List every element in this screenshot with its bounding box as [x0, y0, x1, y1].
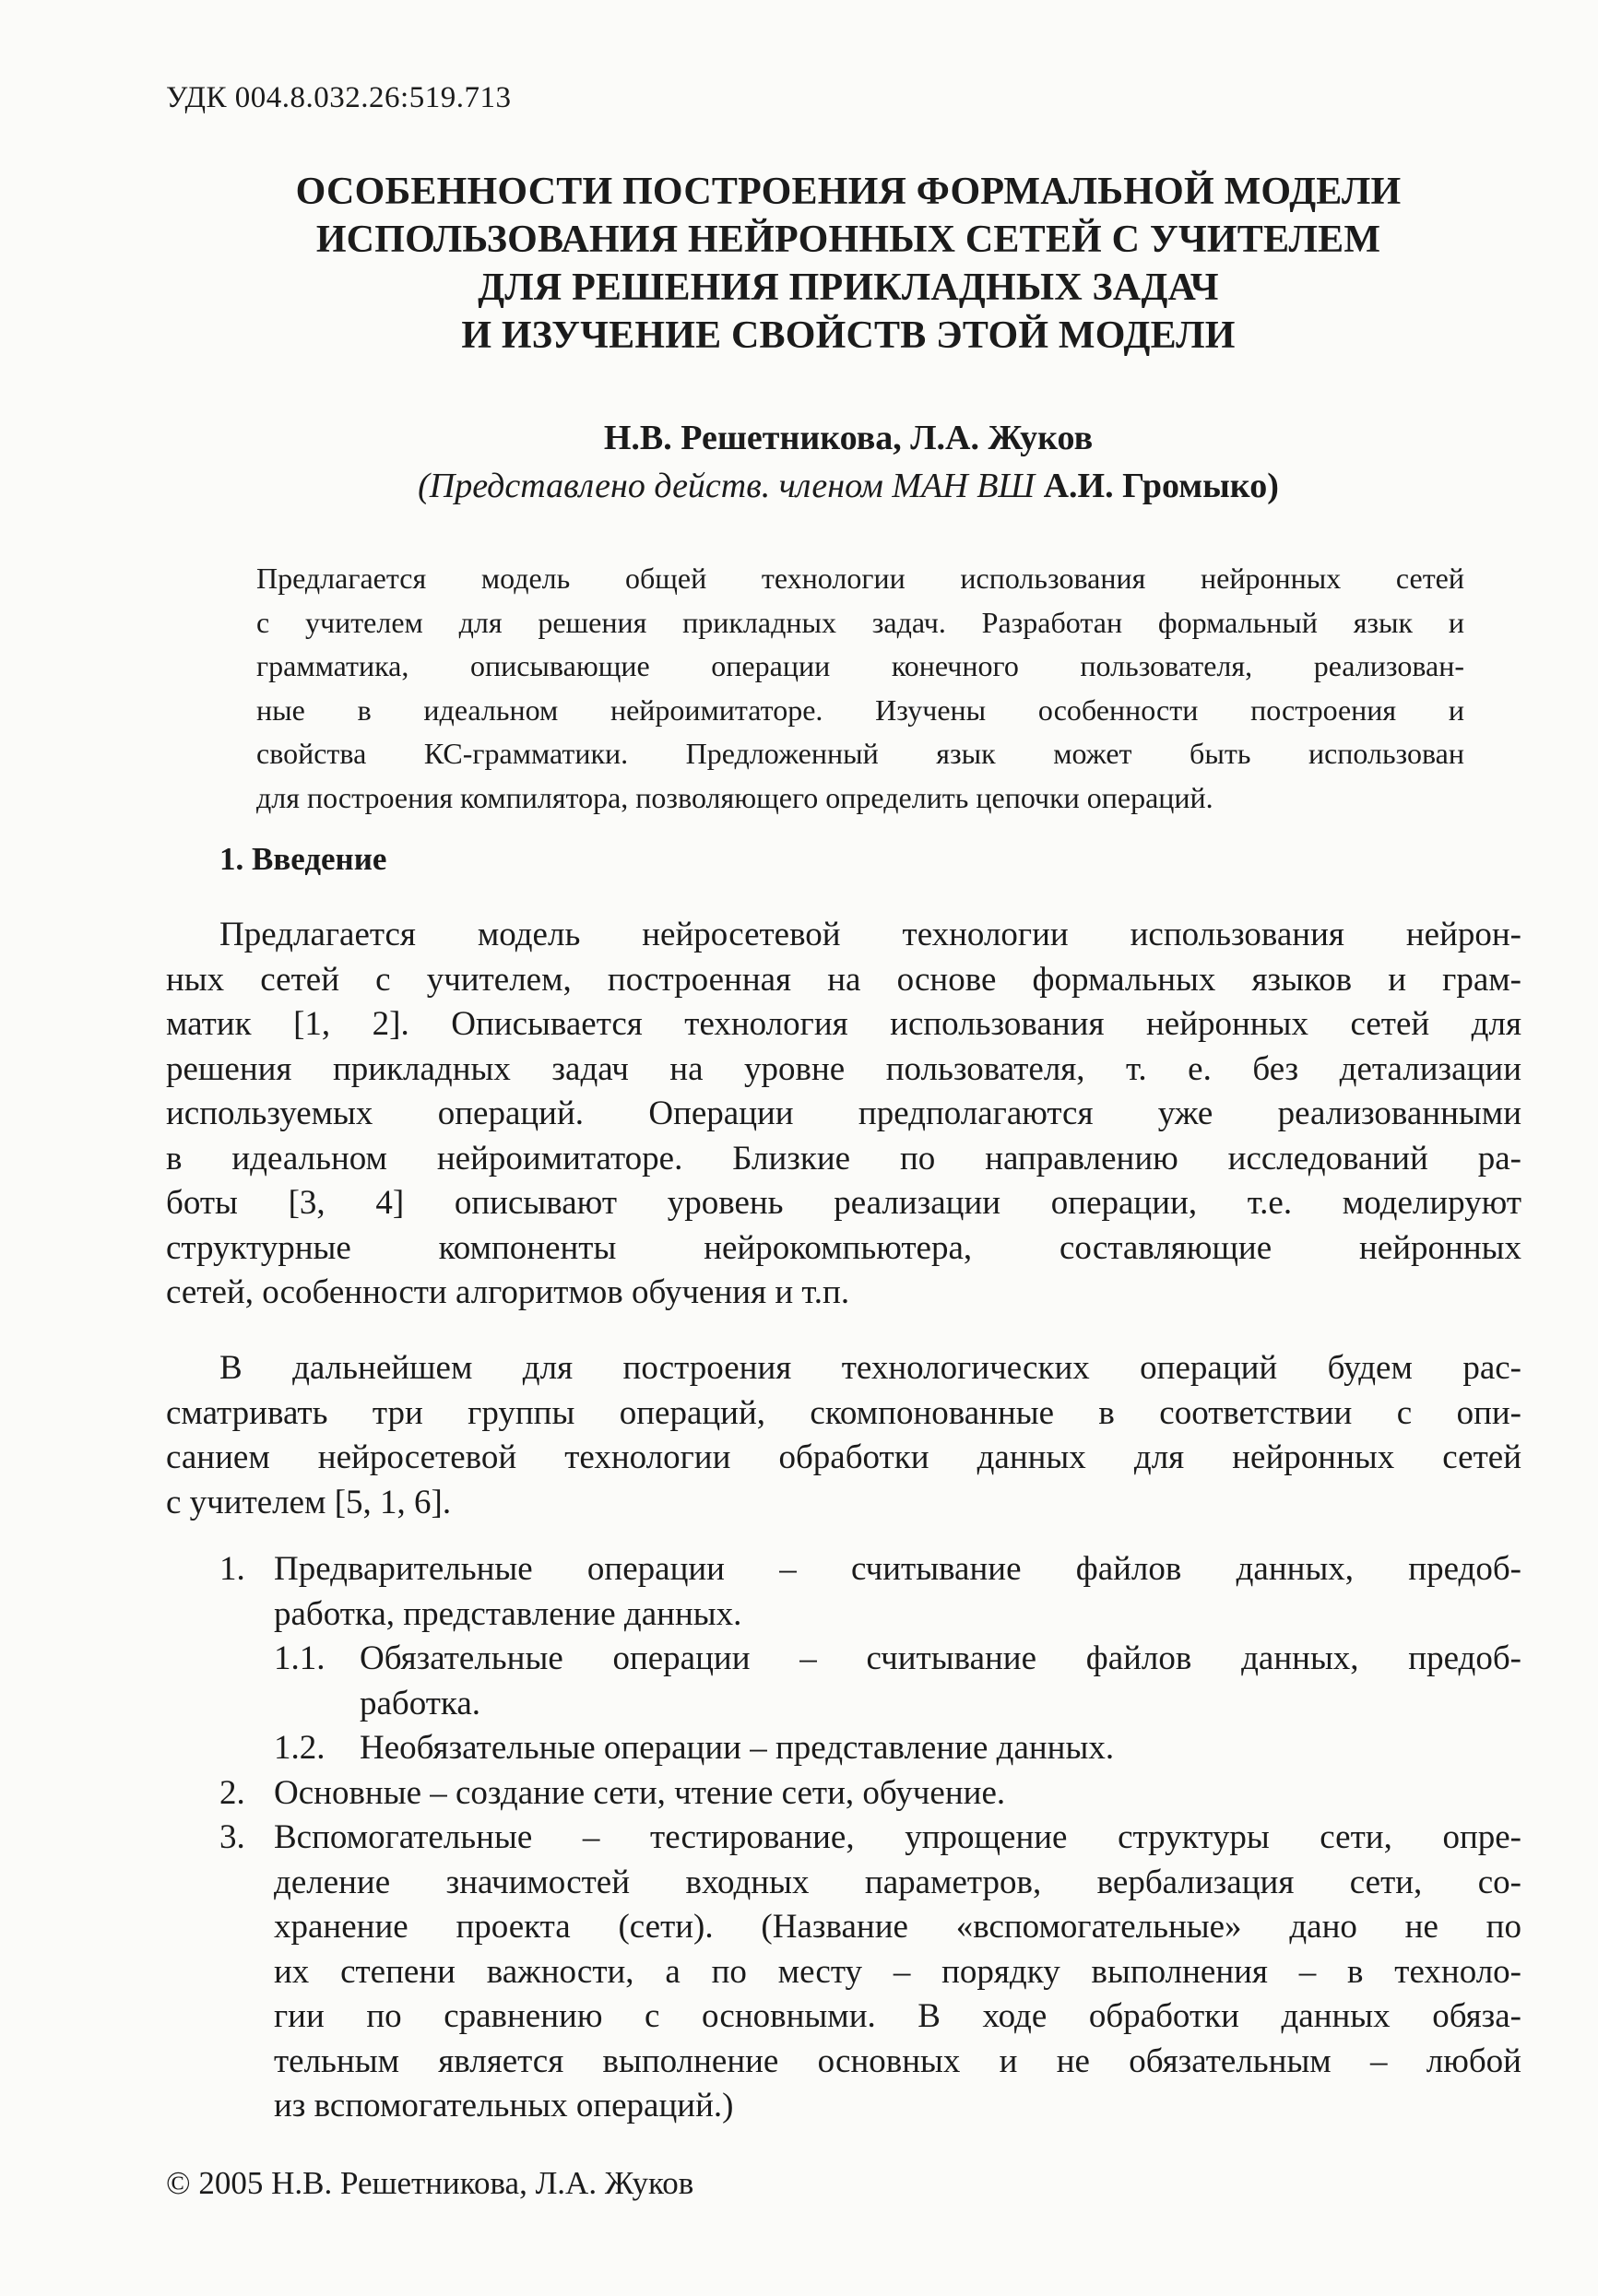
title-line: И ИЗУЧЕНИЕ СВОЙСТВ ЭТОЙ МОДЕЛИ: [461, 314, 1236, 357]
list-line: Вспомогательные – тестирование, упрощение структуры сети, опре-: [274, 1818, 1521, 1856]
paragraph-line: матик [1, 2]. Описывается технология использования нейронных сетей для: [166, 1005, 1521, 1043]
paper-title: [166, 168, 1531, 360]
paragraph-line: боты [3, 4] описывают уровень реализации операции, т.е. моделируют: [166, 1184, 1521, 1222]
list-subitem: [166, 1726, 1521, 1771]
list-line: из вспомогательных операций.): [274, 2087, 734, 2124]
list-number: 1.1.: [274, 1639, 326, 1677]
udk-code: УДК 004.8.032.26:519.713: [166, 81, 512, 114]
abstract-line: грамматика, описывающие операции конечного пользователя, реализован-: [256, 649, 1464, 682]
abstract-line: свойства КС-грамматики. Предложенный язык может быть использован: [256, 737, 1464, 770]
paragraph-line: Предлагается модель нейросетевой технологии использования нейрон-: [219, 916, 1521, 953]
title-line: ДЛЯ РЕШЕНИЯ ПРИКЛАДНЫХ ЗАДАЧ: [478, 266, 1219, 309]
list-line: Предварительные операции – считывание файлов данных, предоб-: [274, 1550, 1521, 1588]
authors: Н.В. Решетникова, Л.А. Жуков: [603, 419, 1094, 457]
list-item: [166, 1771, 1521, 1817]
paragraph-line: с учителем [5, 1, 6].: [166, 1483, 452, 1521]
copyright-notice: © 2005 Н.В. Решетникова, Л.А. Жуков: [166, 2165, 694, 2201]
list-line: Необязательные операции – представление данных.: [360, 1729, 1115, 1767]
presented-prefix: (Представлено действ. членом МАН ВШ: [418, 467, 1044, 505]
paragraph-1: [166, 913, 1521, 1316]
list-number: 1.: [219, 1550, 245, 1588]
paragraph-line: решения прикладных задач на уровне пользователя, т. е. без детализации: [166, 1049, 1521, 1088]
list-item: [166, 1547, 1521, 1637]
abstract: [256, 557, 1464, 820]
paragraph-line: сетей, особенности алгоритмов обучения и т.п.: [166, 1273, 850, 1311]
title-line: ОСОБЕННОСТИ ПОСТРОЕНИЯ ФОРМАЛЬНОЙ МОДЕЛИ: [295, 171, 1402, 213]
section-heading: 1. Введение: [219, 841, 387, 877]
paragraph-2: [166, 1346, 1521, 1525]
list-line: гии по сравнению с основными. В ходе обработки данных обяза-: [274, 1997, 1521, 2035]
paragraph-line: санием нейросетевой технологии обработки данных для нейронных сетей: [166, 1438, 1521, 1476]
list-line: тельным является выполнение основных и не обязательным – любой: [274, 2042, 1521, 2080]
abstract-line: ные в идеальном нейроимитаторе. Изучены особенности построения и: [256, 692, 1464, 727]
paragraph-line: в идеальном нейроимитаторе. Близкие по направлению исследований ра-: [166, 1139, 1521, 1178]
list-number: 3.: [219, 1818, 245, 1856]
presented-by: [166, 465, 1531, 507]
abstract-line: для построения компилятора, позволяющего определить цепочки операций.: [256, 780, 1213, 814]
paragraph-line: сматривать три группы операций, скомпонованные в соответствии с опи-: [166, 1393, 1521, 1432]
list-number: 2.: [219, 1773, 245, 1812]
presented-name: А.И. Громыко): [1043, 467, 1279, 505]
title-line: ИСПОЛЬЗОВАНИЯ НЕЙРОННЫХ СЕТЕЙ С УЧИТЕЛЕМ: [315, 219, 1381, 261]
abstract-line: Предлагается модель общей технологии использования нейронных сетей: [256, 562, 1464, 595]
list-line: Обязательные операции – считывание файлов данных, предоб-: [360, 1639, 1521, 1677]
list-line: деление значимостей входных параметров, вербализация сети, со-: [274, 1863, 1521, 1901]
paragraph-line: ных сетей с учителем, построенная на основе формальных языков и грам-: [166, 960, 1521, 999]
list-subitem: [166, 1637, 1521, 1726]
list-line: хранение проекта (сети). (Название «вспомогательные» дано не по: [274, 1908, 1521, 1946]
list-item: [166, 1816, 1521, 2129]
list-line: их степени важности, а по месту – порядку выполнения – в техноло-: [274, 1952, 1521, 1991]
list-line: Основные – создание сети, чтение сети, обучение.: [274, 1773, 1006, 1812]
paragraph-line: используемых операций. Операции предполагаются уже реализованными: [166, 1095, 1521, 1132]
list-line: работка, представление данных.: [274, 1594, 742, 1633]
abstract-line: с учителем для решения прикладных задач. Разработан формальный язык и: [256, 605, 1464, 639]
list-line: работка.: [360, 1684, 481, 1722]
paragraph-line: В дальнейшем для построения технологических операций будем рас-: [219, 1349, 1521, 1387]
operations-list: [166, 1547, 1521, 2129]
paragraph-line: структурные компоненты нейрокомпьютера, составляющие нейронных: [166, 1228, 1521, 1267]
list-number: 1.2.: [274, 1729, 326, 1767]
